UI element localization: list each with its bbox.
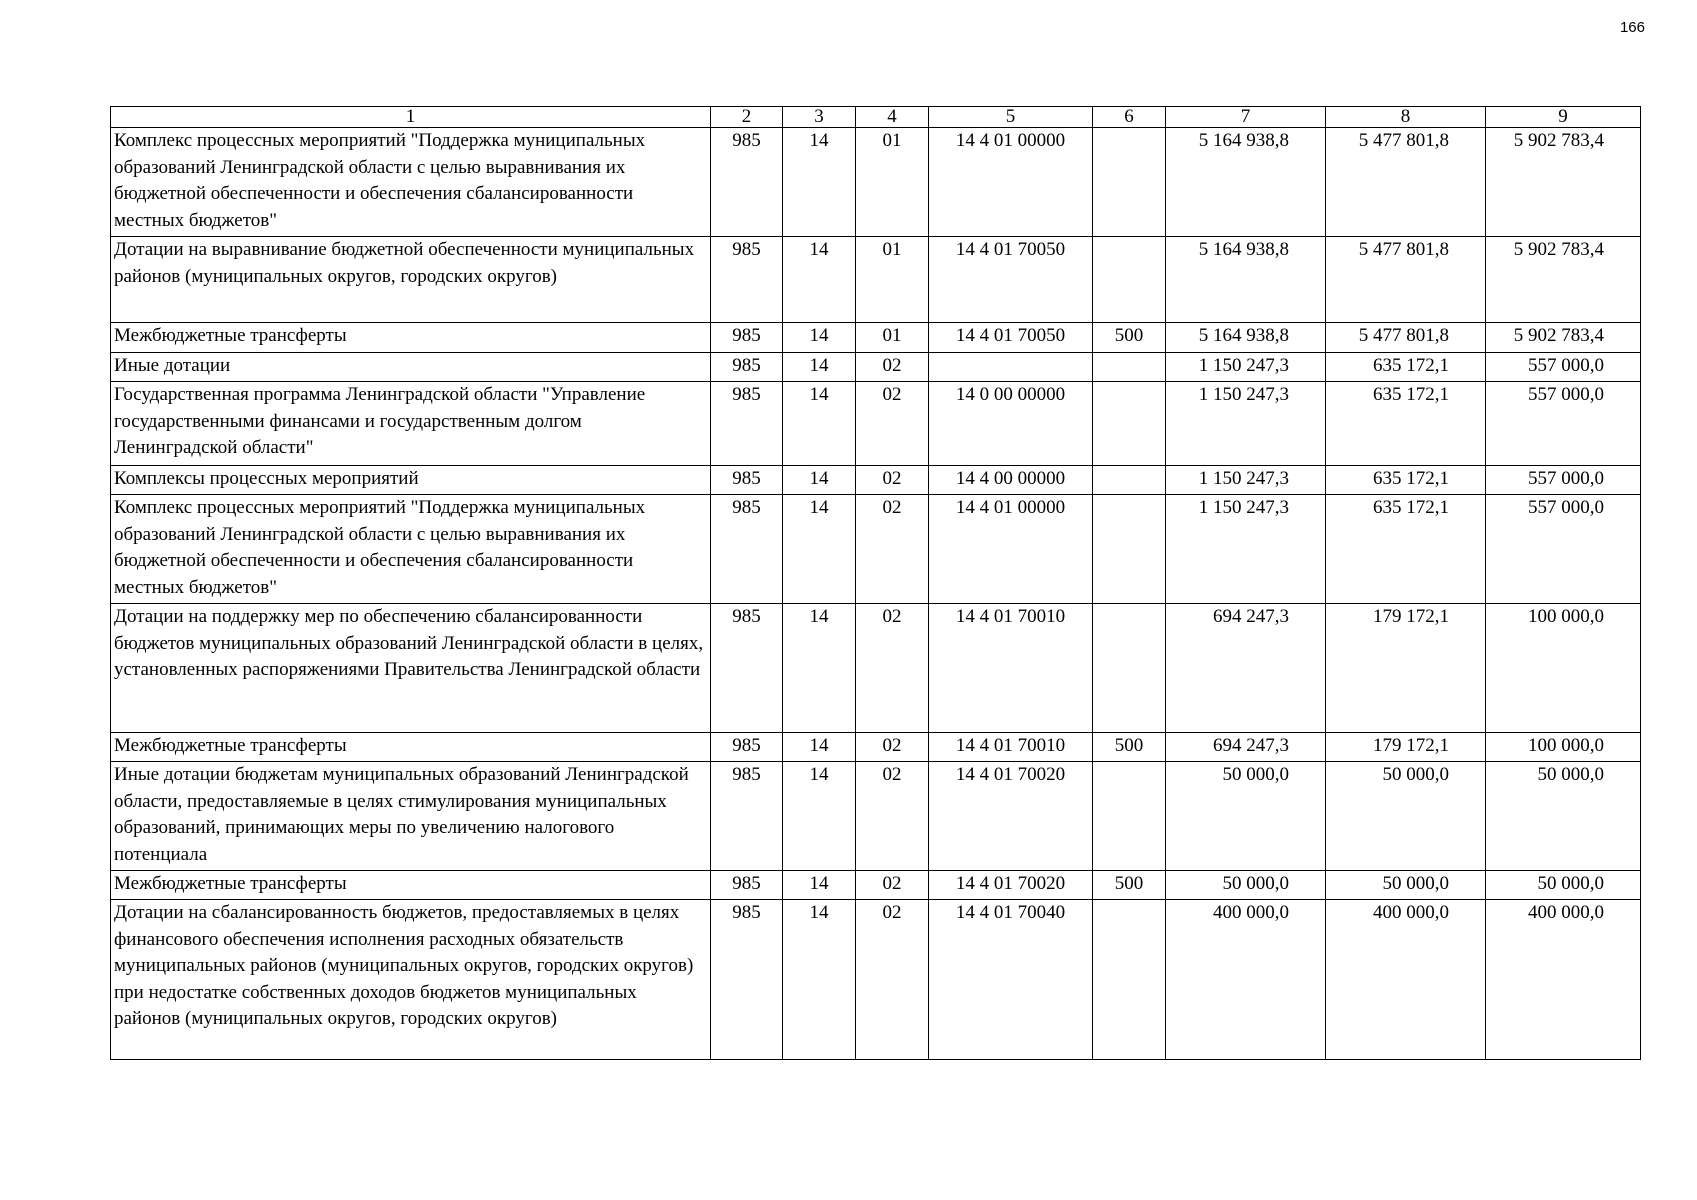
cell-col-3: 14 [783, 871, 856, 900]
row-name: Комплексы процессных мероприятий [111, 466, 711, 495]
column-header: 2 [711, 107, 783, 128]
row-name: Иные дотации бюджетам муниципальных образований Ленинградской области, предоставляемые в целях стимулирования муниципальных образований, принимающих меры по увеличению налогового потенциала [111, 762, 711, 871]
cell-col-5 [929, 353, 1093, 382]
cell-col-6 [1093, 604, 1166, 733]
table-row [111, 323, 1641, 353]
cell-col-9: 557 000,0 [1486, 353, 1641, 382]
cell-col-4: 02 [856, 900, 929, 1060]
row-name: Иные дотации [111, 353, 711, 382]
row-name: Дотации на сбалансированность бюджетов, предоставляемых в целях финансового обеспечения исполнения расходных обязательств муниципальных районов (муниципальных округов, городских округов) при недостатке собственных доходов бюджетов муниципальных районов (муниципальных округов, городских округов) [111, 900, 711, 1060]
cell-col-4: 02 [856, 382, 929, 466]
cell-col-8: 179 172,1 [1326, 733, 1486, 762]
cell-col-2: 985 [711, 128, 783, 237]
cell-col-2: 985 [711, 733, 783, 762]
cell-col-7: 1 150 247,3 [1166, 382, 1326, 466]
cell-col-4: 02 [856, 353, 929, 382]
cell-col-7: 694 247,3 [1166, 604, 1326, 733]
column-header: 9 [1486, 107, 1641, 128]
cell-col-5: 14 4 00 00000 [929, 466, 1093, 495]
cell-col-4: 02 [856, 604, 929, 733]
cell-col-3: 14 [783, 495, 856, 604]
cell-col-6 [1093, 237, 1166, 323]
cell-col-4: 02 [856, 495, 929, 604]
cell-col-5: 14 4 01 70050 [929, 237, 1093, 323]
cell-col-3: 14 [783, 466, 856, 495]
column-header: 3 [783, 107, 856, 128]
table-row [111, 382, 1641, 466]
cell-col-5: 14 4 01 70020 [929, 871, 1093, 900]
cell-col-3: 14 [783, 733, 856, 762]
row-name: Дотации на поддержку мер по обеспечению сбалансированности бюджетов муниципальных образований Ленинградской области в целях, установленных распоряжениями Правительства Ленинградской области [111, 604, 711, 733]
cell-col-6 [1093, 900, 1166, 1060]
cell-col-8: 179 172,1 [1326, 604, 1486, 733]
cell-col-8: 50 000,0 [1326, 762, 1486, 871]
cell-col-8: 635 172,1 [1326, 495, 1486, 604]
cell-col-5: 14 4 01 00000 [929, 128, 1093, 237]
table-row [111, 495, 1641, 604]
table-row [111, 871, 1641, 900]
table-row [111, 353, 1641, 382]
row-name: Межбюджетные трансферты [111, 871, 711, 900]
cell-col-4: 01 [856, 237, 929, 323]
cell-col-7: 400 000,0 [1166, 900, 1326, 1060]
cell-col-6: 500 [1093, 733, 1166, 762]
cell-col-3: 14 [783, 323, 856, 353]
cell-col-5: 14 4 01 70040 [929, 900, 1093, 1060]
table-row [111, 900, 1641, 1060]
cell-col-6 [1093, 466, 1166, 495]
cell-col-2: 985 [711, 323, 783, 353]
cell-col-2: 985 [711, 762, 783, 871]
row-name: Межбюджетные трансферты [111, 733, 711, 762]
cell-col-3: 14 [783, 604, 856, 733]
cell-col-2: 985 [711, 871, 783, 900]
table-row [111, 733, 1641, 762]
table-row [111, 604, 1641, 733]
row-name: Межбюджетные трансферты [111, 323, 711, 353]
cell-col-4: 02 [856, 466, 929, 495]
cell-col-7: 5 164 938,8 [1166, 128, 1326, 237]
cell-col-5: 14 4 01 70010 [929, 604, 1093, 733]
row-name: Комплекс процессных мероприятий "Поддержка муниципальных образований Ленинградской области с целью выравнивания их бюджетной обеспеченности и обеспечения сбалансированности местных бюджетов" [111, 128, 711, 237]
cell-col-4: 02 [856, 871, 929, 900]
cell-col-9: 100 000,0 [1486, 733, 1641, 762]
cell-col-6 [1093, 762, 1166, 871]
cell-col-4: 02 [856, 762, 929, 871]
cell-col-2: 985 [711, 466, 783, 495]
cell-col-9: 5 902 783,4 [1486, 128, 1641, 237]
column-header: 7 [1166, 107, 1326, 128]
page-number: 166 [1619, 19, 1645, 36]
cell-col-2: 985 [711, 900, 783, 1060]
cell-col-8: 635 172,1 [1326, 382, 1486, 466]
cell-col-3: 14 [783, 900, 856, 1060]
cell-col-4: 01 [856, 323, 929, 353]
cell-col-9: 557 000,0 [1486, 495, 1641, 604]
cell-col-3: 14 [783, 353, 856, 382]
column-header: 1 [111, 107, 711, 128]
cell-col-3: 14 [783, 382, 856, 466]
cell-col-5: 14 4 01 70020 [929, 762, 1093, 871]
cell-col-8: 5 477 801,8 [1326, 237, 1486, 323]
column-header: 4 [856, 107, 929, 128]
header-row [111, 107, 1641, 128]
cell-col-9: 557 000,0 [1486, 382, 1641, 466]
row-name: Государственная программа Ленинградской области "Управление государственными финансами и государственным долгом Ленинградской области" [111, 382, 711, 466]
table-row [111, 466, 1641, 495]
cell-col-7: 1 150 247,3 [1166, 466, 1326, 495]
cell-col-6 [1093, 382, 1166, 466]
cell-col-2: 985 [711, 604, 783, 733]
cell-col-2: 985 [711, 237, 783, 323]
cell-col-6: 500 [1093, 323, 1166, 353]
cell-col-9: 5 902 783,4 [1486, 323, 1641, 353]
cell-col-3: 14 [783, 762, 856, 871]
cell-col-7: 50 000,0 [1166, 871, 1326, 900]
cell-col-6 [1093, 353, 1166, 382]
cell-col-2: 985 [711, 353, 783, 382]
table-row [111, 762, 1641, 871]
cell-col-9: 50 000,0 [1486, 762, 1641, 871]
cell-col-4: 01 [856, 128, 929, 237]
column-header: 6 [1093, 107, 1166, 128]
cell-col-2: 985 [711, 495, 783, 604]
cell-col-6 [1093, 128, 1166, 237]
cell-col-8: 50 000,0 [1326, 871, 1486, 900]
cell-col-9: 100 000,0 [1486, 604, 1641, 733]
cell-col-5: 14 4 01 00000 [929, 495, 1093, 604]
cell-col-7: 50 000,0 [1166, 762, 1326, 871]
row-name: Комплекс процессных мероприятий "Поддержка муниципальных образований Ленинградской области с целью выравнивания их бюджетной обеспеченности и обеспечения сбалансированности местных бюджетов" [111, 495, 711, 604]
row-name: Дотации на выравнивание бюджетной обеспеченности муниципальных районов (муниципальных округов, городских округов) [111, 237, 711, 323]
table-row [111, 237, 1641, 323]
cell-col-5: 14 0 00 00000 [929, 382, 1093, 466]
cell-col-9: 50 000,0 [1486, 871, 1641, 900]
budget-table [110, 106, 1641, 1060]
table-row [111, 128, 1641, 237]
cell-col-5: 14 4 01 70050 [929, 323, 1093, 353]
cell-col-7: 5 164 938,8 [1166, 237, 1326, 323]
cell-col-7: 1 150 247,3 [1166, 495, 1326, 604]
cell-col-3: 14 [783, 237, 856, 323]
cell-col-5: 14 4 01 70010 [929, 733, 1093, 762]
cell-col-7: 1 150 247,3 [1166, 353, 1326, 382]
cell-col-8: 5 477 801,8 [1326, 128, 1486, 237]
cell-col-8: 635 172,1 [1326, 466, 1486, 495]
cell-col-9: 5 902 783,4 [1486, 237, 1641, 323]
cell-col-3: 14 [783, 128, 856, 237]
cell-col-7: 694 247,3 [1166, 733, 1326, 762]
cell-col-9: 400 000,0 [1486, 900, 1641, 1060]
column-header: 5 [929, 107, 1093, 128]
cell-col-8: 400 000,0 [1326, 900, 1486, 1060]
cell-col-6: 500 [1093, 871, 1166, 900]
cell-col-6 [1093, 495, 1166, 604]
cell-col-8: 5 477 801,8 [1326, 323, 1486, 353]
cell-col-4: 02 [856, 733, 929, 762]
cell-col-7: 5 164 938,8 [1166, 323, 1326, 353]
column-header: 8 [1326, 107, 1486, 128]
cell-col-2: 985 [711, 382, 783, 466]
cell-col-9: 557 000,0 [1486, 466, 1641, 495]
cell-col-8: 635 172,1 [1326, 353, 1486, 382]
